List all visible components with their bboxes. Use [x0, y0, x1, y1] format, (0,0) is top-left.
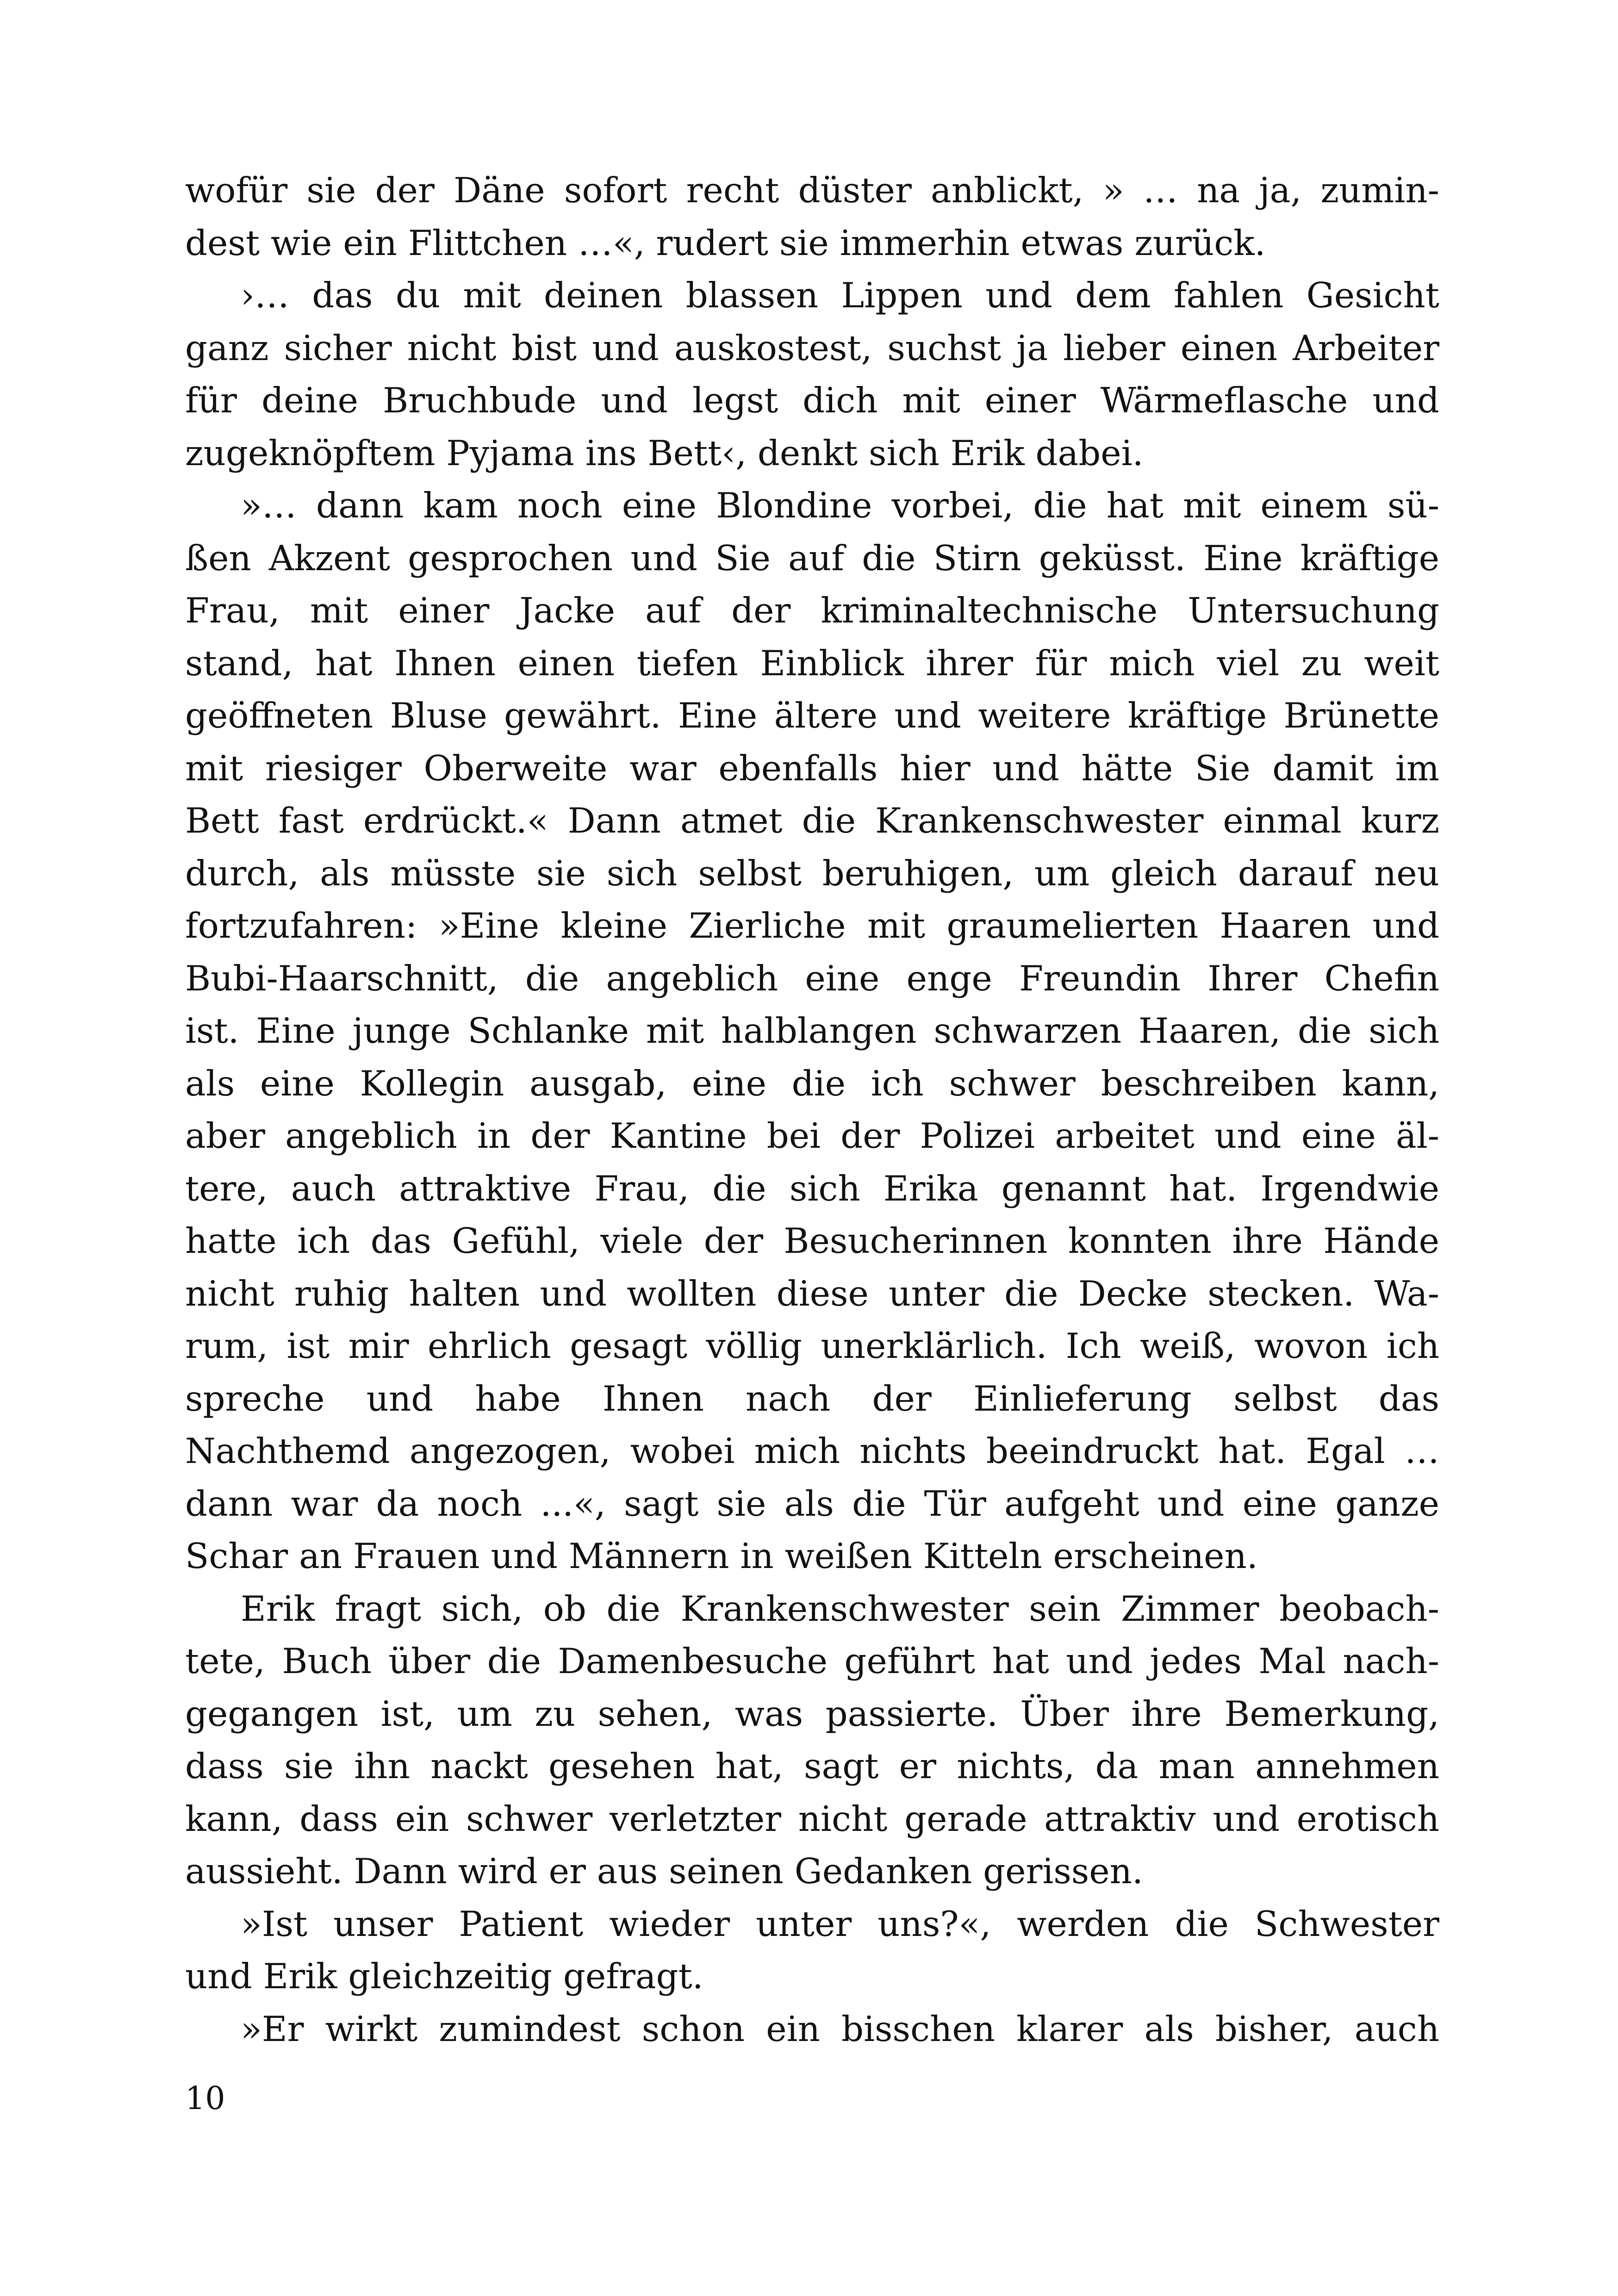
text-line: wofür sie der Däne sofort recht düster anblickt, » … na ja, zumin- [185, 170, 1439, 211]
text-line: aussieht. Dann wird er aus seinen Gedanken gerissen. [185, 1851, 1143, 1892]
text-line: rum, ist mir ehrlich gesagt völlig unerklärlich. Ich weiß, wovon ich [185, 1325, 1439, 1366]
text-line: Frau, mit einer Jacke auf der kriminaltechnische Untersuchung [185, 590, 1439, 631]
text-line: Nachthemd angezogen, wobei mich nichts beeindruckt hat. Egal … [185, 1431, 1439, 1471]
text-line: geöffneten Bluse gewährt. Eine ältere und weitere kräftige Brünette [185, 695, 1439, 736]
text-line: aber angeblich in der Kantine bei der Polizei arbeitet und eine äl- [185, 1115, 1439, 1156]
text-line: Schar an Frauen und Männern in weißen Kitteln erscheinen. [185, 1536, 1258, 1576]
text-line: stand, hat Ihnen einen tiefen Einblick ihrer für mich viel zu weit [185, 642, 1439, 684]
text-line: durch, als müsste sie sich selbst beruhigen, um gleich darauf neu [185, 852, 1439, 894]
text-line: zugeknöpftem Pyjama ins Bett‹, denkt sich Erik dabei. [185, 432, 1144, 473]
text-line: »… dann kam noch eine Blondine vorbei, die hat mit einem sü- [241, 485, 1439, 526]
text-line: mit riesiger Oberweite war ebenfalls hier und hätte Sie damit im [185, 747, 1439, 789]
text-line: tete, Buch über die Damenbesuche geführt hat und jedes Mal nach- [185, 1641, 1439, 1681]
text-line: Bett fast erdrückt.« Dann atmet die Krankenschwester einmal kurz [185, 800, 1439, 841]
text-line: kann, dass ein schwer verletzter nicht gerade attraktiv und erotisch [185, 1798, 1439, 1839]
text-line: tere, auch attraktive Frau, die sich Erika genannt hat. Irgendwie [185, 1168, 1439, 1209]
text-line: ›… das du mit deinen blassen Lippen und dem fahlen Gesicht [241, 275, 1439, 316]
text-line: Bubi-Haarschnitt, die angeblich eine enge Freundin Ihrer Chefin [185, 958, 1439, 999]
text-line: »Ist unser Patient wieder unter uns?«, werden die Schwester [241, 1903, 1439, 1944]
body-text [185, 164, 1439, 2055]
text-line: spreche und habe Ihnen nach der Einlieferung selbst das [185, 1378, 1439, 1419]
text-line: dest wie ein Flittchen …«, rudert sie immerhin etwas zurück. [185, 222, 1266, 263]
text-line: und Erik gleichzeitig gefragt. [185, 1956, 703, 1997]
text-line: »Er wirkt zumindest schon ein bisschen klarer als bisher, auch [241, 2008, 1439, 2049]
text-line: als eine Kollegin ausgab, eine die ich schwer beschreiben kann, [185, 1063, 1439, 1104]
text-line: für deine Bruchbude und legst dich mit einer Wärmeflasche und [185, 380, 1439, 421]
text-line: dann war da noch ...«, sagt sie als die Tür aufgeht und eine ganze [185, 1483, 1439, 1524]
page-number: 10 [185, 2080, 225, 2117]
text-line: nicht ruhig halten und wollten diese unter die Decke stecken. Wa- [185, 1273, 1439, 1314]
text-line: dass sie ihn nackt gesehen hat, sagt er nichts, da man annehmen [185, 1746, 1439, 1786]
text-line: Erik fragt sich, ob die Krankenschwester sein Zimmer beobach- [241, 1588, 1439, 1629]
text-line: hatte ich das Gefühl, viele der Besucherinnen konnten ihre Hände [185, 1220, 1439, 1261]
text-line: ßen Akzent gesprochen und Sie auf die Stirn geküsst. Eine kräftige [185, 537, 1439, 579]
text-line: ganz sicher nicht bist und auskostest, suchst ja lieber einen Arbeiter [185, 327, 1439, 368]
text-line: fortzufahren: »Eine kleine Zierliche mit graumelierten Haaren und [185, 905, 1439, 946]
text-line: ist. Eine junge Schlanke mit halblangen schwarzen Haaren, die sich [185, 1010, 1439, 1051]
text-line: gegangen ist, um zu sehen, was passierte. Über ihre Bemerkung, [185, 1693, 1439, 1734]
